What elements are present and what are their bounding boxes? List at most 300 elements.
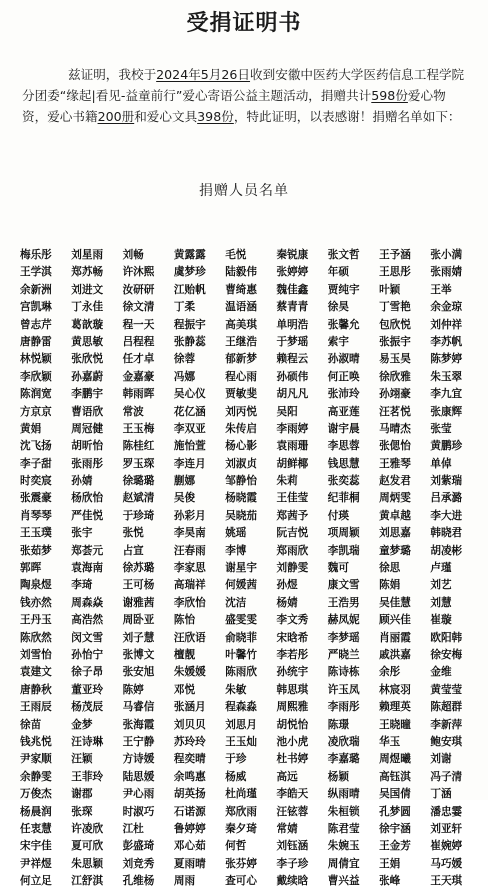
donor-name: 吴俊 [173,492,196,505]
donor-name: 赫凤妮 [327,614,360,627]
donor-name: 魏佳鑫 [276,283,309,296]
donor-name: 许凌欣 [71,822,104,835]
donor-name: 刘仲祥 [430,318,463,331]
donor-name: 高钰淇 [379,770,411,783]
items-count: 598份 [371,88,408,103]
donor-name: 易玉昊 [379,353,411,366]
donor-name: 徐安梅 [430,648,463,661]
donor-name: 赖程云 [276,353,309,366]
donor-name: 黄露露 [173,249,206,261]
donor-name: 江贻帆 [173,283,206,296]
donor-name: 严晓兰 [327,648,360,661]
donor-name: 张海霞 [122,718,155,731]
donor-name: 胡凌彬 [430,544,463,557]
donor-name: 汝研研 [122,283,155,296]
donor-name: 王晓曈 [379,718,411,731]
donor-name: 王玉梅 [122,422,155,435]
donor-name: 赵发君 [379,475,411,488]
donor-name: 马睿信 [122,701,155,714]
donor-name: 周雨 [173,875,196,888]
donor-name: 孙硕伟 [276,370,309,383]
donor-name: 李梦瑶 [327,631,360,644]
donor-name: 王举 [430,283,452,296]
donor-name: 年硕 [327,266,349,279]
donor-name: 马晴杰 [379,422,411,435]
donor-name: 李九宜 [430,388,463,401]
donor-name: 谢雅茜 [122,596,155,609]
donor-name: 周森焱 [71,596,104,609]
donor-name: 孙婧 [71,475,93,488]
donor-name: 韩思琪 [276,683,309,696]
donor-name: 朱媛媛 [173,666,206,679]
donor-name: 周冠健 [71,422,104,435]
donor-name: 单倬 [430,457,452,470]
donor-name: 杨晨润 [20,805,52,818]
donor-name: 金维 [430,666,452,679]
donor-name: 徐蓉 [173,353,196,366]
donor-name: 付瑛 [327,509,349,522]
donor-name: 黄卓越 [379,509,411,522]
donor-name: 余鸣惠 [173,770,206,783]
donor-name: 李雨婷 [276,422,309,435]
donor-name: 唐静雷 [20,335,52,348]
donor-name: 时淑巧 [122,805,155,818]
donor-name: 王学淇 [20,266,52,279]
donor-name: 张婷婷 [276,266,309,279]
donor-name: 张芬婷 [225,857,257,870]
donor-name-grid [20,247,482,890]
donor-name: 丁涵 [430,788,452,801]
donor-name: 余静雯 [20,770,52,783]
donor-name: 刘钰涵 [276,840,309,853]
donor-name: 刘思嘉 [379,527,411,540]
donor-name: 周卧亚 [122,614,155,627]
donor-name: 刘艺 [430,579,452,592]
donor-name: 杨心影 [225,440,257,453]
donor-name: 康文雪 [327,579,360,592]
donor-name: 李嘉璐 [327,753,360,766]
donor-name: 孙翊豪 [379,388,411,401]
donor-name: 王雨辰 [20,701,52,714]
donor-name: 吕承潞 [430,492,463,505]
donor-name: 王玉璞 [20,527,52,540]
donor-name: 江舒淇 [71,875,104,888]
donor-name: 金梦 [71,718,93,731]
donor-name: 张馨允 [327,318,360,331]
donor-name: 马巧媛 [430,857,463,870]
donor-name: 袁雨珊 [276,440,309,453]
donor-name: 余彤 [379,666,401,679]
donor-name: 张小满 [430,249,463,261]
donor-name: 顾兴佳 [379,614,411,627]
donor-name: 杨欣怡 [71,492,104,505]
donor-name: 王雅琴 [379,457,411,470]
certificate-paragraph [22,64,468,127]
donor-name: 池小虎 [276,735,309,748]
donor-name: 林宸羽 [379,683,411,696]
donor-name: 韩雨晖 [122,388,155,401]
donor-name: 唐静秋 [20,683,52,696]
donor-name: 单明浩 [276,318,309,331]
donor-name: 陆毅伟 [225,266,257,279]
donor-name: 索宇 [327,335,349,348]
donor-name: 冯子清 [430,770,463,783]
donor-name: 张康辉 [430,405,463,418]
donor-name: 姚瑶 [225,527,247,540]
donor-name: 李若彤 [276,648,309,661]
donor-name: 林悦颖 [20,353,52,366]
donor-name: 王丹玉 [20,614,52,627]
donor-name: 陶泉煜 [20,579,52,592]
donor-name: 彭盛琦 [122,840,155,853]
donor-name: 纪菲桐 [327,492,360,505]
donor-name: 张震豪 [20,492,52,505]
donor-name: 张安旭 [122,666,155,679]
donor-name: 高远 [276,770,298,783]
donor-name: 曾志芹 [20,318,52,331]
donor-name: 张涵月 [173,701,206,714]
donor-name: 丁永佳 [71,301,104,314]
donor-name: 何哲 [225,840,247,853]
donor-name: 王浩男 [327,596,360,609]
donor-name: 凌欣瑞 [327,735,360,748]
donor-name: 刘丙悦 [225,405,257,418]
donor-name: 徐璐璐 [122,475,155,488]
books-count: 200册 [97,109,135,124]
donor-name: 宋宇佳 [20,840,52,853]
donor-name: 杨威 [225,770,247,783]
donor-name: 陈诗栋 [327,666,360,679]
donor-name: 王宁静 [122,735,155,748]
donor-name: 陆思媛 [122,770,155,783]
donor-name: 张悦 [122,527,144,540]
donor-name: 张振宇 [379,335,411,348]
donor-name: 张沛玲 [327,388,360,401]
para-mid2: 爱心物资，爱心书籍 [22,88,446,124]
donor-name: 施怡萱 [173,440,206,453]
donor-name: 李昊南 [173,527,206,540]
donor-name: 朱玉翠 [430,370,463,383]
donor-name: 刘淑贞 [225,457,257,470]
donor-name: 高美琪 [225,318,257,331]
donor-name: 蒯娜 [173,475,196,488]
donor-name: 余金琼 [430,301,463,314]
donor-name: 吴佳慧 [379,596,411,609]
donor-name: 金嘉豪 [122,370,155,383]
donor-name: 徐欣雅 [379,370,411,383]
donor-name: 王佳莹 [276,492,309,505]
donor-name: 朱思颖 [71,857,104,870]
donor-name: 吕程程 [122,335,155,348]
donor-name: 汪诗琳 [71,735,104,748]
para-mid3: 和爱心文具 [134,109,198,124]
donor-name: 孙淑晴 [327,353,360,366]
donor-name: 王玉灿 [225,735,257,748]
donor-name: 石诺源 [173,805,206,818]
donor-name: 徐苏璐 [122,562,155,575]
donor-name: 李子珍 [276,857,309,870]
donor-name: 钱思慧 [327,457,360,470]
donor-name: 周煜曦 [379,753,411,766]
donor-name: 纵雨晴 [327,788,360,801]
donor-name: 占宣 [122,544,144,557]
donor-name: 李皓天 [276,788,309,801]
donor-name: 曹兴益 [327,875,360,888]
donor-name: 郑茜予 [276,509,309,522]
donor-name: 陈君莹 [327,822,360,835]
donor-name: 周炳雯 [379,492,411,505]
donor-name: 高浩然 [71,614,104,627]
donor-name: 曹语欣 [71,405,104,418]
donor-name: 谢郡 [71,788,93,801]
donor-name: 宋晗希 [276,631,309,644]
donor-name: 沈洁 [225,596,247,609]
donor-name: 郑雨欣 [276,544,309,557]
donor-name: 李博 [225,544,247,557]
donor-name: 黄娟 [20,422,42,435]
donor-name: 包欣悦 [379,318,411,331]
donor-name: 李雨彤 [327,701,360,714]
donor-name: 张雨彤 [71,457,104,470]
donor-name: 刘雪怡 [20,648,52,661]
para-prefix: 兹证明，我校于 [68,67,157,82]
document-title: 受捐证明书 [186,10,302,36]
donor-name: 程振宇 [173,318,206,331]
donor-name: 许沐熙 [122,266,155,279]
donor-name: 李连月 [173,457,206,470]
donor-name: 刘思月 [225,718,257,731]
donor-name: 秦夕琦 [225,822,257,835]
donor-name: 李鹏宇 [71,388,104,401]
donor-name: 何正唤 [327,370,360,383]
donor-name: 张奕蕊 [327,475,360,488]
donor-name: 张宇 [71,527,93,540]
donor-name: 宫凯琳 [20,301,52,314]
donor-name: 张茹梦 [20,544,52,557]
donor-name: 徐思 [379,562,401,575]
donor-name: 尹心雨 [122,788,155,801]
donor-name: 吴国倩 [379,788,411,801]
donor-name: 檀靓 [173,648,196,661]
donor-name: 杜尚瑾 [225,788,257,801]
donor-name: 欧阳韩 [430,631,463,644]
donor-name: 丁雪艳 [379,301,411,314]
donor-list-title: 捐赠人员名单 [199,183,289,199]
donor-name: 于珍 [225,753,247,766]
donor-name: 胡鲜椰 [276,457,309,470]
donor-name: 毛悦 [225,249,247,261]
donor-name: 温语涵 [225,301,257,314]
donor-name: 刘进文 [71,283,104,296]
para-suffix: ，特此证明，以表感谢！捐赠名单如下： [233,109,461,124]
donor-name: 张琛 [71,805,93,818]
donor-name: 张博文 [122,648,155,661]
donor-name: 肖丽霞 [379,631,411,644]
donor-name: 郭晖 [20,562,42,575]
donor-name: 黄莹莹 [430,683,463,696]
donor-name: 项周颖 [327,527,360,540]
donor-name: 王继浩 [225,335,257,348]
donor-name: 张文哲 [327,249,360,261]
donor-name: 李子甜 [20,457,52,470]
donor-name: 任才卓 [122,353,155,366]
donor-name: 何立足 [20,875,52,888]
donor-name: 魏可 [327,562,349,575]
donor-name: 梅乐彤 [20,249,52,261]
donor-name: 陈梦婷 [430,353,463,366]
donor-name: 盛雯雯 [225,614,257,627]
donor-name: 虞梦珍 [173,266,206,279]
donor-name: 汪欣语 [173,631,206,644]
donor-name: 余新洲 [20,283,52,296]
donor-name: 夏雨晴 [173,857,206,870]
donor-name: 严佳悦 [71,509,104,522]
donor-name: 时奕宸 [20,475,52,488]
donor-name: 闵文雪 [71,631,104,644]
donor-name: 于梦瑶 [276,335,309,348]
donor-name: 钱亦然 [20,596,52,609]
donor-name: 孔维杨 [122,875,155,888]
donor-name: 吴心仪 [173,388,206,401]
donor-name: 邓心茹 [173,840,206,853]
donor-name: 李思蓉 [327,440,360,453]
donor-name: 孙统宇 [276,666,309,679]
donor-name: 丁柔 [173,301,196,314]
donor-name: 李新萍 [430,718,463,731]
donor-name: 肖琴琴 [20,509,52,522]
donor-name: 王思彤 [379,266,411,279]
donor-name: 程一天 [122,318,155,331]
donor-name: 刘竞秀 [122,857,155,870]
donor-name: 程心雨 [225,370,257,383]
donor-name: 汪铉蓉 [276,805,309,818]
donor-name: 于珍琦 [122,509,155,522]
donor-name: 刘静雯 [276,562,309,575]
donor-name: 王天琪 [430,875,463,888]
donor-name: 查可心 [225,875,257,888]
donor-name: 孙嘉蔚 [71,370,104,383]
donor-name: 万俊杰 [20,788,52,801]
donor-name: 朱传启 [225,422,257,435]
donor-name: 吴晓茄 [225,509,257,522]
donor-name: 徐子昂 [71,666,104,679]
donor-name: 陈润宽 [20,388,52,401]
donor-name: 张雨婧 [430,266,463,279]
donor-name: 郑苏畅 [71,266,104,279]
donor-name: 李琦 [71,579,93,592]
donor-name: 朱敏 [225,683,247,696]
donor-name: 罗玉琛 [122,457,155,470]
donor-name: 孙煜 [276,579,298,592]
donor-name: 叶馨竹 [225,648,257,661]
donor-name: 常婧 [276,822,298,835]
donor-name: 高亚莲 [327,405,360,418]
donor-name: 华玉 [379,735,401,748]
donor-name: 陈怡 [173,614,196,627]
donor-name: 陈璟 [327,718,349,731]
donor-name: 胡英扬 [173,788,206,801]
donor-name: 汪茗悦 [379,405,411,418]
donor-name: 杨晓霞 [225,492,257,505]
donor-name: 徐昊 [327,301,349,314]
donor-name: 钱兆悦 [20,735,52,748]
donor-name: 叶颖 [379,283,401,296]
donor-name: 王娟 [379,857,401,870]
donor-name: 袁海南 [71,562,104,575]
donor-name: 高瑞祥 [173,579,206,592]
donor-name: 戚洪嘉 [379,648,411,661]
donor-name: 陈娟 [379,579,401,592]
donor-name: 赖理英 [379,701,411,714]
donor-name: 程森淼 [225,701,257,714]
donor-name: 孔梦圆 [379,805,411,818]
donor-name: 苏玲玲 [173,735,206,748]
donor-name: 刘亚轩 [430,822,463,835]
donor-name: 郁新梦 [225,353,257,366]
donor-name: 袁建文 [20,666,52,679]
donor-name: 郑欣雨 [225,805,257,818]
donor-name: 夏可欣 [71,840,104,853]
donor-name: 杨颖 [327,770,349,783]
donor-name: 张莹 [430,422,452,435]
donor-name: 花亿涵 [173,405,206,418]
donor-name: 张静蕊 [173,335,206,348]
donor-name: 鲁婷婷 [173,822,206,835]
donor-name: 贾敏斐 [225,388,257,401]
donor-name: 何媛茜 [225,579,257,592]
donor-name: 谢宇晨 [327,422,360,435]
donor-name: 胡凡凡 [276,388,309,401]
donor-name: 尹家顺 [20,753,52,766]
donor-name: 朱桓锁 [327,805,360,818]
donor-name: 刘贝贝 [173,718,206,731]
donor-name: 徐苗 [20,718,42,731]
donor-name: 江杜 [122,822,144,835]
donor-name: 方诗媛 [122,753,155,766]
donor-name: 李苏帆 [430,335,463,348]
donor-name: 鲍安琪 [430,735,463,748]
donor-name: 李欣颖 [20,370,52,383]
donor-name: 常波 [122,405,144,418]
donor-name: 董亚玲 [71,683,104,696]
donor-name: 崔璇 [430,614,452,627]
donor-name: 葛歆璇 [71,318,104,331]
donor-name: 潘忠霎 [430,805,463,818]
donor-name: 任衷慧 [20,822,52,835]
donor-name: 朱莉 [276,475,298,488]
donor-name: 李双亚 [173,422,206,435]
donor-name: 王可杨 [122,579,155,592]
donor-name: 李凯瑞 [327,544,360,557]
donor-name: 张峰 [379,875,401,888]
donor-name: 周熙雅 [276,701,309,714]
donor-name: 徐宇涵 [379,822,411,835]
donor-name: 刘谢 [430,753,452,766]
donor-name: 孙彩月 [173,509,206,522]
donor-name: 刘紫瑞 [430,475,463,488]
donor-name: 尹祥煜 [20,857,52,870]
donor-name: 韩晓君 [430,527,463,540]
donor-name: 陈欣然 [20,631,52,644]
donor-name: 俞晓菲 [225,631,257,644]
donor-name: 周倩宜 [327,857,360,870]
donor-name: 胡悦怡 [276,718,309,731]
donor-name: 刘星雨 [71,249,104,261]
donor-name: 谢星宇 [225,562,257,575]
donor-name: 陈超群 [430,701,463,714]
donor-name: 赵斌清 [122,492,155,505]
donor-name: 崔婉婷 [430,840,463,853]
